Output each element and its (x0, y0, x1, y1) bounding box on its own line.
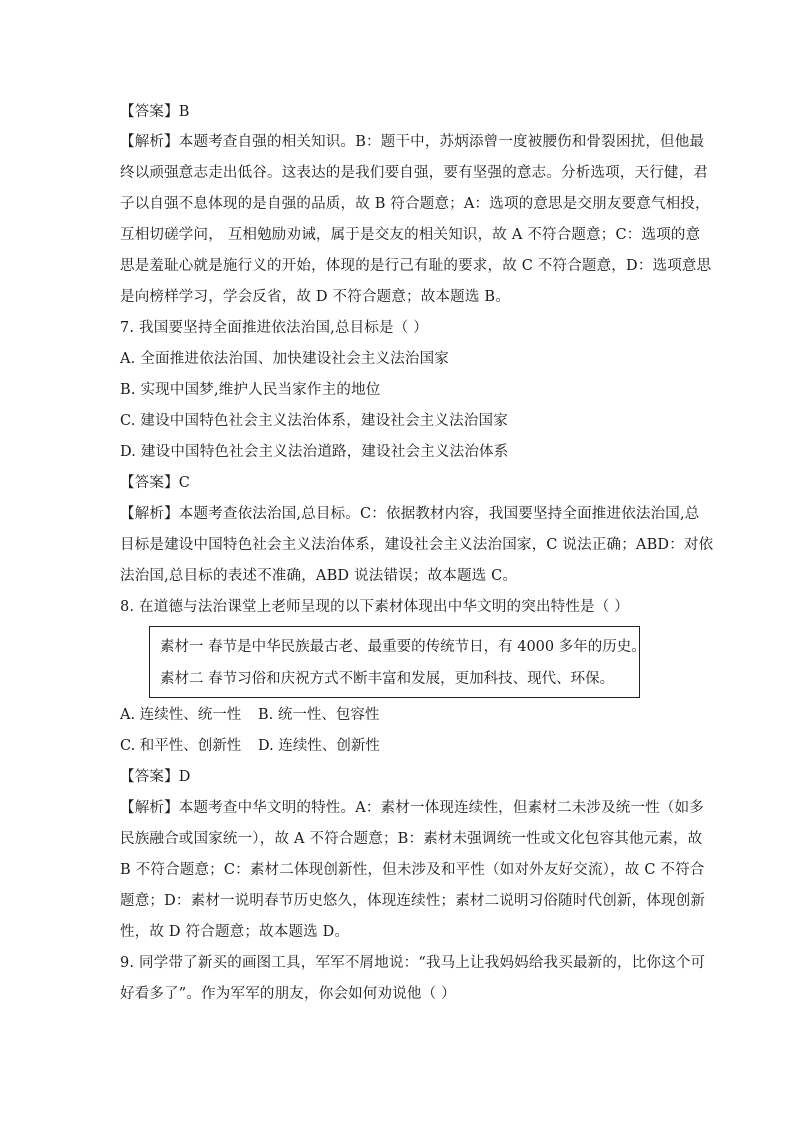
question-7-option-a: A. 全面推进依法治国、加快建设社会主义法治国家 (120, 351, 449, 367)
question-8-options-row-1 (120, 705, 379, 725)
analysis-q8-line-2: 民族融合或国家统一），故 A 不符合题意；B：素材未强调统一性或文化包容其他元素，故 (120, 831, 703, 847)
analysis-q6-line-5: 思是羞耻心就是施行义的开始，体现的是行己有耻的要求，故 C 不符合题意，D：选项意思 (120, 258, 712, 274)
material-box (149, 626, 646, 698)
analysis-q6-line-4: 互相切磋学问， 互相勉励劝诫，属于是交友的相关知识，故 A 不符合题意；C：选项的意 (120, 227, 701, 243)
question-7-stem: 7. 我国要坚持全面推进依法治国,总目标是（ ） (120, 320, 428, 336)
material-2: 素材二 春节习俗和庆祝方式不断丰富和发展，更加科技、现代、环保。 (160, 671, 615, 687)
analysis-q8-line-4: 题意；D：素材一说明春节历史悠久，体现连续性；素材二说明习俗随时代创新，体现创新 (120, 893, 706, 909)
question-7-option-d: D. 建设中国特色社会主义法治道路，建设社会主义法治体系 (120, 444, 509, 460)
analysis-q8-line-3: B 不符合题意；C：素材二体现创新性，但未涉及和平性（如对外友好交流），故 C 不符合 (120, 862, 705, 878)
question-9-stem-line-2: 好看多了”。作为军军的朋友，你会如何劝说他（ ） (120, 986, 456, 1002)
question-7-option-c: C. 建设中国特色社会主义法治体系，建设社会主义法治国家 (120, 413, 508, 429)
material-1: 素材一 春节是中华民族最古老、最重要的传统节日，有 4000 多年的历史。 (160, 639, 646, 655)
analysis-q8-line-5: 性，故 D 符合题意；故本题选 D。 (120, 924, 350, 940)
analysis-q7-line-2: 目标是建设中国特色社会主义法治体系，建设社会主义法治国家，C 说法正确；ABD：对依 (120, 537, 714, 553)
analysis-q6-line-2: 终以顽强意志走出低谷。这表达的是我们要自强，要有坚强的意志。分析选项，天行健，君 (120, 165, 708, 181)
question-8-option-c: C. 和平性、创新性 (120, 738, 242, 754)
question-8-option-a: A. 连续性、统一性 (120, 707, 242, 723)
analysis-q7-line-3: 法治国,总目标的表述不准确，ABD 说法错误；故本题选 C。 (120, 568, 518, 584)
analysis-q6-line-1: 【解析】本题考查自强的相关知识。B：题干中，苏炳添曾一度被腰伤和骨裂困扰，但他最 (120, 134, 705, 150)
answer-q8: 【答案】D (120, 769, 191, 785)
answer-q7: 【答案】C (120, 475, 191, 491)
question-8-options-row-2 (120, 736, 380, 756)
analysis-q8-line-1: 【解析】本题考查中华文明的特性。A：素材一体现连续性，但素材二未涉及统一性（如多 (120, 800, 704, 816)
analysis-q6-line-6: 是向榜样学习，学会反省，故 D 不符合题意；故本题选 B。 (120, 289, 510, 305)
analysis-q6-line-3: 子以自强不息体现的是自强的品质，故 B 符合题意；A：选项的意思是交朋友要意气相投， (120, 196, 710, 212)
answer-q6: 【答案】B (120, 104, 190, 120)
question-9-stem-line-1: 9. 同学带了新买的画图工具，军军不屑地说：“我马上让我妈妈给我买最新的，比你这个可 (120, 955, 706, 971)
question-8-option-d: D. 连续性、创新性 (258, 738, 380, 754)
analysis-q7-line-1: 【解析】本题考查依法治国,总目标。C：依据教材内容，我国要坚持全面推进依法治国,总 (120, 506, 700, 522)
question-8-stem: 8. 在道德与法治课堂上老师呈现的以下素材体现出中华文明的突出特性是（ ） (120, 599, 629, 615)
question-7-option-b: B. 实现中国梦,维护人民当家作主的地位 (120, 382, 381, 398)
question-8-option-b: B. 统一性、包容性 (258, 707, 380, 723)
